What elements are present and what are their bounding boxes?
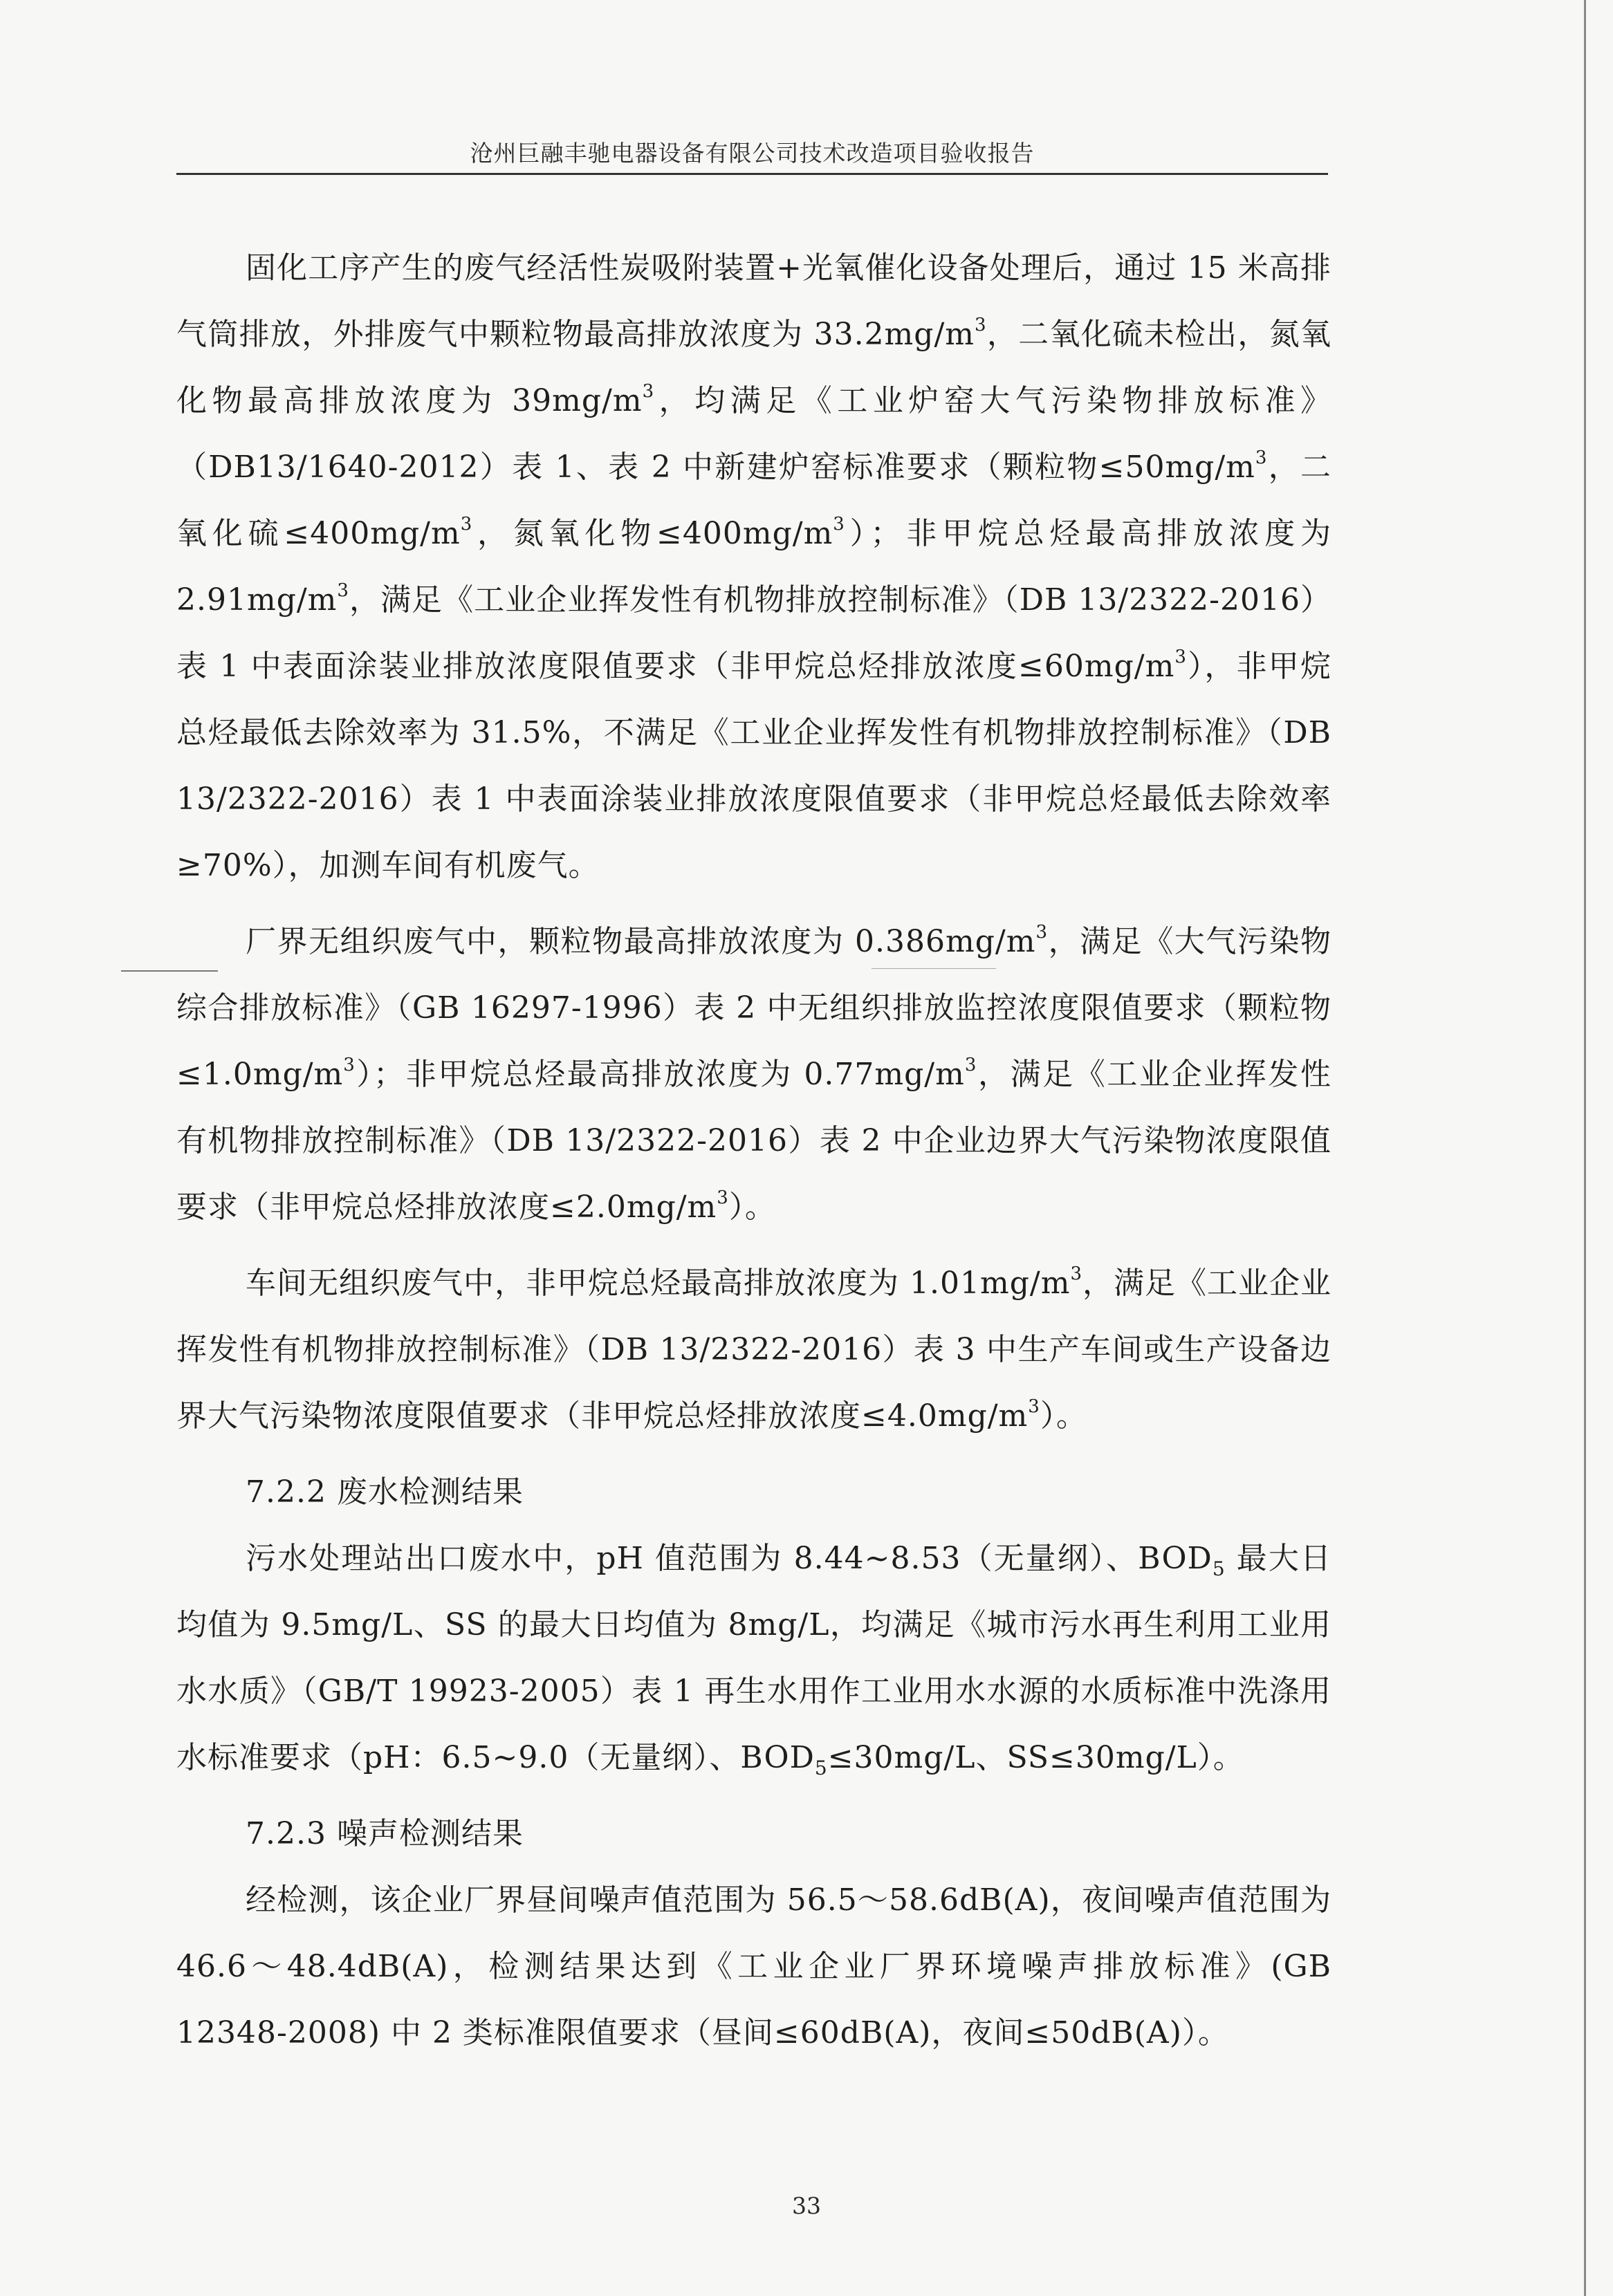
paragraph-workshop-fugitive: 车间无组织废气中，非甲烷总烃最高排放浓度为 $1.01mg/m^3$，满足《工业企业挥发性有机物排放控制标准》（DB 13/2322-2016）表 3 中生产车间或生产设备边界大气污染物浓度限值要求（非甲烷总烃排放浓度$\le 4.0mg/m^3$）。 bbox=[176, 1263, 1332, 1434]
page-number: 33 bbox=[792, 2192, 821, 2219]
section-heading-wastewater: 7.2.2 废水检测结果 bbox=[246, 1474, 524, 1510]
paragraph-organized-exhaust: 固化工序产生的废气经活性炭吸附装置+光氧催化设备处理后，通过 15 米高排气筒排放，外排废气中颗粒物最高排放浓度为 $33.2mg/m^3$，二氧化硫未检出，氮氧化物最高排放浓度为 $39mg/m^3$，均满足《工业炉窑大气污染物排放标准》（DB13/1640-2012）表 1、表 2 中新建炉窑标准要求（颗粒物$\le 50mg/m^3$，二氧化硫$\le 400mg/m^3$，氮氧化物$\le 400mg/m^3$）；非甲烷总烃最高排放浓度为 $2.91mg/m^3$，满足《工业企业挥发性有机物排放控制标准》（DB 13/2322-2016）表 1 中表面涂装业排放浓度限值要求（非甲烷总烃排放浓度$\le 60mg/m^3$），非甲烷总烃最低去除效率为 31.5%，不满足《工业企业挥发性有机物排放控制标准》（DB 13/2322-2016）表 1 中表面涂装业排放浓度限值要求（非甲烷总烃最低去除效率≥70%），加测车间有机废气。 bbox=[176, 250, 1332, 883]
running-header: 沧州巨融丰驰电器设备有限公司技术改造项目验收报告 bbox=[470, 140, 1035, 167]
scan-artifact-line bbox=[121, 970, 218, 972]
paragraph-boundary-fugitive: 厂界无组织废气中，颗粒物最高排放浓度为 $0.386mg/m^3$，满足《大气污染物综合排放标准》（GB 16297-1996）表 2 中无组织排放监控浓度限值要求（颗粒物$\le 1.0mg/m^3$）；非甲烷总烃最高排放浓度为 $0.77mg/m^3$，满足《工业企业挥发性有机物排放控制标准》（DB 13/2322-2016）表 2 中企业边界大气污染物浓度限值要求（非甲烷总烃排放浓度$\le 2.0mg/m^3$）。 bbox=[176, 922, 1332, 1225]
header-rule bbox=[176, 173, 1328, 175]
paragraph-noise: 经检测，该企业厂界昼间噪声值范围为 56.5～58.6dB(A)，夜间噪声值范围为 46.6～48.4dB(A)，检测结果达到《工业企业厂界环境噪声排放标准》(GB 12348-2008) 中 2 类标准限值要求（昼间≤60dB(A)，夜间≤50dB(A)）。 bbox=[176, 1882, 1331, 2050]
scan-artifact-line bbox=[872, 968, 996, 969]
scan-edge-line bbox=[1584, 0, 1586, 2296]
body-content bbox=[176, 235, 1331, 2066]
section-heading-noise: 7.2.3 噪声检测结果 bbox=[246, 1816, 524, 1851]
paragraph-wastewater: 污水处理站出口废水中，pH 值范围为 8.44~8.53（无量纲）、$BOD_5$ 最大日均值为 9.5mg/L、SS 的最大日均值为 8mg/L，均满足《城市污水再生利用工业用水水质》（GB/T 19923-2005）表 1 再生水用作工业用水水源的水质标准中洗涤用水标准要求（pH：6.5~9.0（无量纲）、$BOD_5\le 30mg/L$、SS≤30mg/L）。 bbox=[176, 1541, 1331, 1779]
